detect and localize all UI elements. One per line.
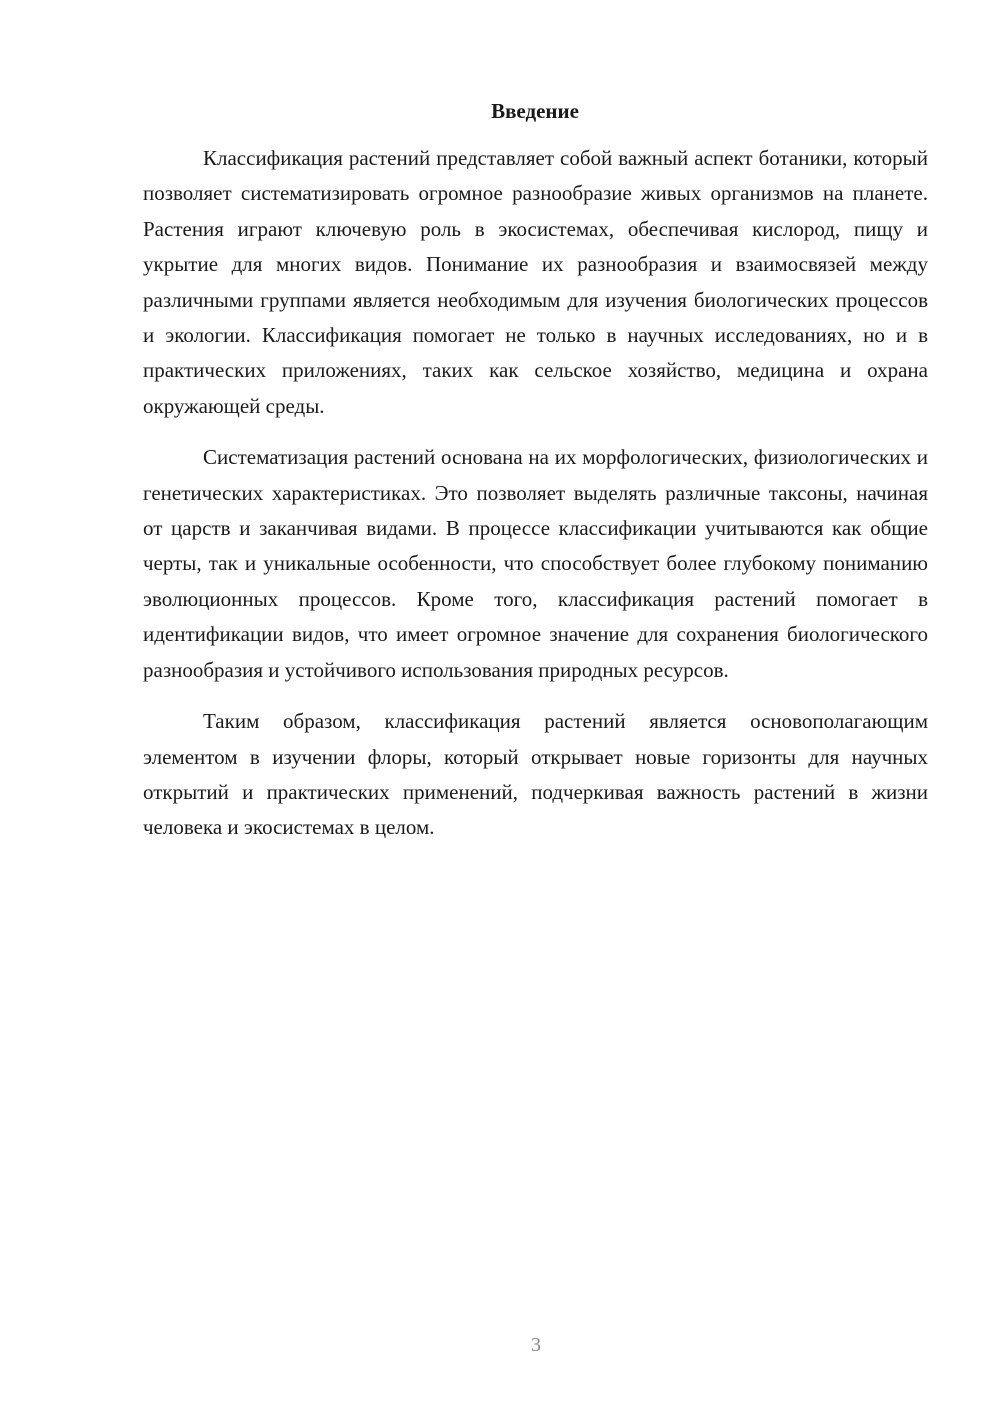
paragraph-2: Систематизация растений основана на их морфологических, физиологических и генетических характеристиках. Это позволяет выделять различные таксоны, начиная от царств и заканчивая видами. В процессе классификации учитываются как общие черты, так и уникальные особенности, что способствует более глубокому пониманию эволюционных процессов. Кроме того, классификация растений помогает в идентификации видов, что имеет огромное значение для сохранения биологического разнообразия и устойчивого использования природных ресурсов. bbox=[143, 445, 928, 682]
section-heading: Введение bbox=[491, 99, 579, 123]
paragraph-1: Классификация растений представляет собой важный аспект ботаники, который позволяет систематизировать огромное разнообразие живых организмов на планете. Растения играют ключевую роль в экосистемах, обеспечивая кислород, пищу и укрытие для многих видов. Понимание их разнообразия и взаимосвязей между различными группами является необходимым для изучения биологических процессов и экологии. Классификация помогает не только в научных исследованиях, но и в практических приложениях, таких как сельское хозяйство, медицина и охрана окружающей среды. bbox=[143, 146, 928, 418]
body-text bbox=[143, 141, 928, 862]
paragraph-3: Таким образом, классификация растений является основополагающим элементом в изучении флоры, который открывает новые горизонты для научных открытий и практических применений, подчеркивая важность растений в жизни человека и экосистемах в целом. bbox=[143, 709, 928, 840]
page-number: 3 bbox=[531, 1334, 541, 1356]
